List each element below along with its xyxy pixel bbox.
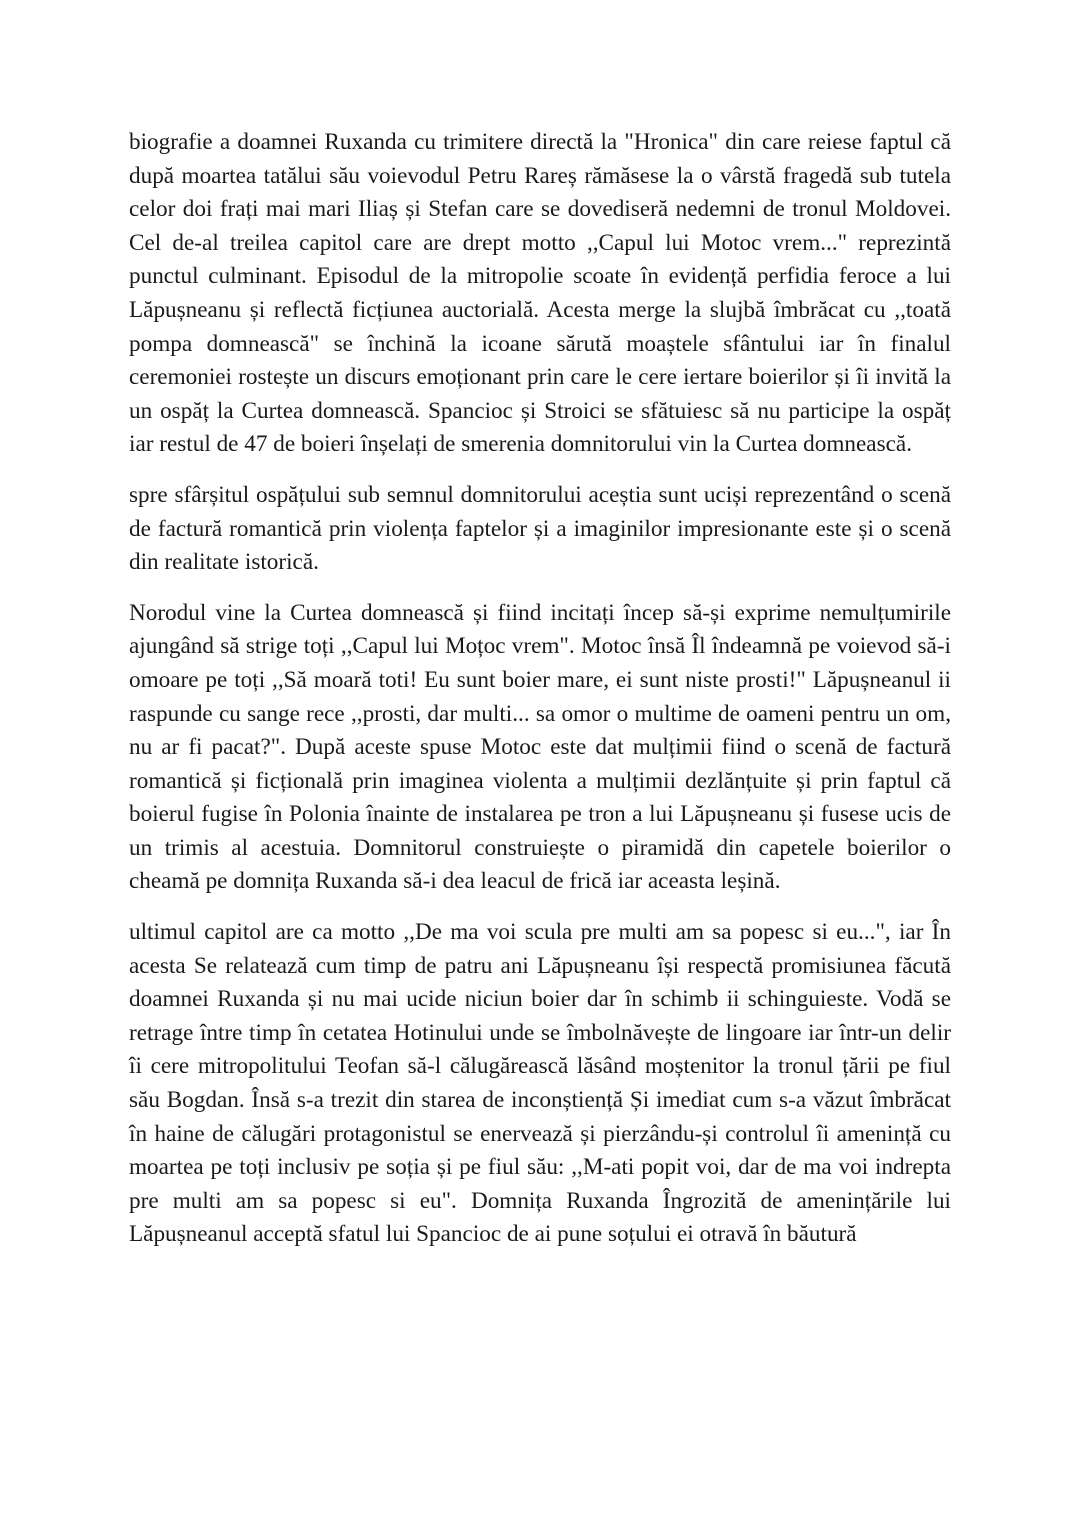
document-body: [129, 126, 951, 1269]
paragraph-1: biografie a doamnei Ruxanda cu trimitere directă la "Hronica" din care reiese faptul că după moartea tatălui său voievodul Petru Rareș rămăsese la o vârstă fragedă sub tutela celor doi frați mai mari Iliaș și Stefan care se dovediseră nedemni de tronul Moldovei. Cel de-al treilea capitol care are drept motto ,,Capul lui Motoc vrem..." reprezintă punctul culminant. Episodul de la mitropolie scoate în evidență perfidia feroce a lui Lăpușneanu și reflectă ficțiunea auctorială. Acesta merge la slujbă îmbrăcat cu ,,toată pompa domnească" se închină la icoane sărută moaștele sfântului iar în finalul ceremoniei rostește un discurs emoționant prin care le cere iertare boierilor și îi invită la un ospăț la Curtea domnească. Spancioc și Stroici se sfătuiesc să nu participe la ospăț iar restul de 47 de boieri înșelați de smerenia domnitorului vin la Curtea domnească.: [129, 129, 951, 458]
paragraph-2: spre sfârșitul ospățului sub semnul domnitorului aceștia sunt uciși reprezentând o scenă de factură romantică prin violența faptelor și a imaginilor impresionante este și o scenă din realitate istorică.: [129, 481, 951, 576]
paragraph-4: ultimul capitol are ca motto ,,De ma voi scula pre multi am sa popesc si eu...", iar În acesta Se relatează cum timp de patru ani Lăpușneanu își respectă promisiunea făcută doamnei Ruxanda și nu mai ucide niciun boier dar în schimb ii schinguieste. Vodă se retrage între timp în cetatea Hotinului unde se îmbolnăvește de lingoare iar într-un delir îi cere mitropolitului Teofan să-l călugărească lăsând moștenitor la tronul țării pe fiul său Bogdan. Însă s-a trezit din starea de inconștiență Și imediat cum s-a văzut îmbrăcat în haine de călugări protagonistul se enervează și pierzându-și controlul îi amenință cu moartea pe toți inclusiv pe soția și pe fiul său: ,,M-ati popit voi, dar de ma voi indrepta pre multi am sa popesc si eu". Domnița Ruxanda Îngrozită de amenințările lui Lăpușneanul acceptă sfatul lui Spancioc de ai pune soțului ei otravă în băutură: [129, 919, 951, 1248]
paragraph-3: Norodul vine la Curtea domnească și fiind incitați încep să-și exprime nemulțumirile ajungând să strige toți ,,Capul lui Moțoc vrem". Motoc însă Îl îndeamnă pe voievod să-i omoare pe toți ,,Să moară toti! Eu sunt boier mare, ei sunt niste prosti!" Lăpușneanul ii raspunde cu sange rece ,,prosti, dar multi... sa omor o multime de oameni pentru un om, nu ar fi pacat?". După aceste spuse Motoc este dat mulțimii fiind o scenă de factură romantică și ficțională prin imaginea violenta a mulțimii dezlănțuite și prin faptul că boierul fugise în Polonia înainte de instalarea pe tron a lui Lăpușneanu și fusese ucis de un trimis al acestuia. Domnitorul construiește o piramidă din capetele boierilor o cheamă pe domnița Ruxanda să-i dea leacul de frică iar aceasta leșină.: [129, 599, 951, 895]
